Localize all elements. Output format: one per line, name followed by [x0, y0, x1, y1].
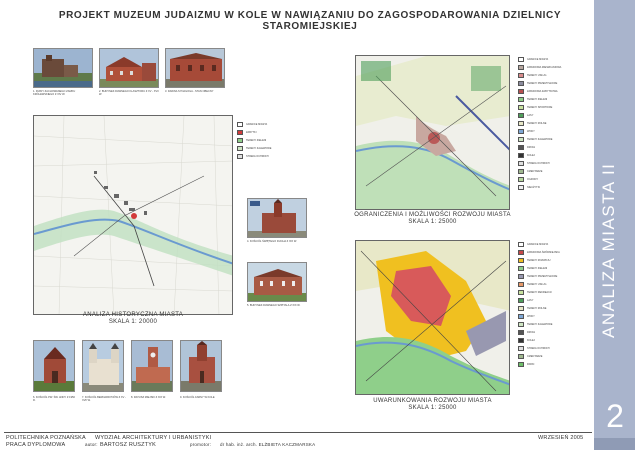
legend-item — [518, 159, 561, 167]
footer-university: POLITECHNIKA POZNAŃSKA — [6, 435, 86, 441]
legend-label: TERENY ROZWOJU — [527, 258, 551, 262]
legend-swatch — [518, 298, 524, 303]
photo-castle-ruins — [33, 48, 93, 88]
legend-swatch — [518, 258, 524, 263]
legend-swatch — [518, 338, 524, 343]
legend-item — [518, 256, 560, 264]
legend-label: KOLEJ — [527, 153, 535, 157]
legend-label: OGRODY — [527, 177, 539, 181]
legend-swatch — [518, 169, 524, 174]
legend-swatch — [518, 121, 524, 126]
photo-bernardine-church — [82, 340, 124, 392]
legend-label: CMENTARZE — [527, 169, 543, 173]
legend-item — [237, 128, 271, 136]
legend-label: TERENY USŁUG — [527, 282, 547, 286]
photo-town-hall — [131, 340, 173, 392]
photo-caption-8: 8. RATUSZ MIEJSKI Z XIX W. — [131, 396, 166, 399]
legend-label: KOLEJ — [527, 338, 535, 342]
photo-synagogue — [165, 48, 225, 88]
legend-historical — [237, 120, 271, 160]
legend-item — [518, 119, 561, 127]
legend-swatch — [237, 154, 243, 159]
legend-label: TERENY ROLNE — [527, 306, 547, 310]
legend-swatch — [518, 57, 524, 62]
legend-label: STREFA OCHRONY — [246, 154, 270, 158]
legend-swatch — [518, 65, 524, 70]
map-constraints-scale: SKALA 1: 25000 — [408, 219, 457, 225]
legend-item — [518, 175, 561, 183]
legend-swatch — [518, 113, 524, 118]
map-conditions-title: UWARUNKOWANIA ROZWOJU MIASTA — [373, 398, 492, 404]
map-conditions-caption — [340, 398, 525, 412]
legend-swatch — [518, 185, 524, 190]
photo-hospital — [247, 262, 307, 302]
legend-swatch — [518, 161, 524, 166]
legend-label: NIEUŻYTKI — [527, 185, 541, 189]
photo-caption-7: 7. KOŚCIÓŁ BERNARDYNÓW Z XV - XVII W. — [82, 396, 126, 403]
legend-item — [518, 87, 561, 95]
legend-conditions — [518, 240, 560, 368]
photo-caption-6: 6. KOŚCIÓŁ PW. ŚW. ANNY Z 1950 R. — [33, 396, 75, 403]
legend-label: TERENY ROLNE — [527, 121, 547, 125]
legend-swatch — [518, 129, 524, 134]
map-conditions — [355, 240, 510, 395]
legend-swatch — [237, 146, 243, 151]
legend-swatch — [518, 137, 524, 142]
legend-label: ZABUDOWA MIESZKANIOWA — [527, 65, 562, 69]
map-constraints-caption — [340, 212, 525, 226]
map-constraints — [355, 55, 510, 210]
legend-label: STREFA OCHRONY — [527, 161, 551, 165]
legend-item — [518, 264, 560, 272]
legend-item — [518, 344, 560, 352]
legend-label: WODY — [527, 129, 535, 133]
legend-swatch — [518, 354, 524, 359]
legend-swatch — [518, 282, 524, 287]
legend-swatch — [518, 242, 524, 247]
legend-swatch — [518, 330, 524, 335]
photo-caption-1: 1. RUINY ZACHOWANEGO ZAMKU KRÓLEWSKIEGO Z XIV W. — [33, 90, 76, 97]
legend-item — [518, 127, 561, 135]
photo-caption-2: 2. BUDYNEK DAWNEGO KLASZTORU Z XV - XVII W. — [99, 90, 159, 97]
legend-swatch — [237, 130, 243, 135]
legend-swatch — [518, 314, 524, 319]
legend-label: STREFA OCHRONY — [527, 346, 551, 350]
page-title: PROJEKT MUZEUM JUDAIZMU W KOLE W NAWIĄZANIU DO ZAGOSPODAROWANIA DZIELNICY STAROMIEJSKIEJ — [58, 10, 562, 32]
photo-monastery — [99, 48, 159, 88]
legend-label: GRANICE MIASTA — [527, 57, 549, 61]
footer-date: WRZESIEŃ 2005 — [538, 435, 584, 441]
legend-item — [518, 352, 560, 360]
legend-label: PARKI — [527, 362, 535, 366]
photo-caption-5: 5. BUDYNEK DAWNEGO SZPITALA Z XIX W. — [247, 304, 301, 307]
legend-label: TERENY USŁUG — [527, 73, 547, 77]
legend-item — [518, 71, 561, 79]
legend-item — [518, 63, 561, 71]
legend-label: LASY — [527, 298, 534, 302]
legend-item — [237, 144, 271, 152]
map-conditions-scale: SKALA 1: 25000 — [408, 405, 457, 411]
legend-label: TERENY ZIELENI — [246, 138, 267, 142]
legend-item — [518, 143, 561, 151]
legend-swatch — [518, 274, 524, 279]
photo-caption-3: 3. DAWNA SYNAGOGA - STAN OBECNY — [165, 90, 214, 93]
legend-label: TERENY PRZEMYSŁOWE — [527, 274, 558, 278]
map-historical-caption — [33, 312, 233, 326]
photo-caption-4: 4. KOŚCIÓŁ ŚWIĘTEGO DUCHA Z XIX W. — [247, 240, 297, 243]
side-band-footer — [594, 438, 635, 450]
legend-item — [518, 79, 561, 87]
legend-swatch — [518, 290, 524, 295]
legend-item — [237, 152, 271, 160]
legend-item — [518, 272, 560, 280]
legend-item — [518, 55, 561, 63]
legend-item — [518, 328, 560, 336]
map-historical-scale: SKALA 1: 20000 — [108, 319, 158, 325]
legend-swatch — [518, 177, 524, 182]
footer-thesis: PRACA DYPLOMOWA — [6, 442, 66, 448]
legend-label: ZABUDOWA ŚRÓDMIEJSKA — [527, 250, 560, 254]
legend-item — [518, 320, 560, 328]
legend-item — [518, 240, 560, 248]
photo-church-holy-spirit — [247, 198, 307, 238]
legend-swatch — [518, 153, 524, 158]
footer-author: BARTOSZ RUSZTYK — [100, 442, 156, 448]
legend-item — [518, 103, 561, 111]
legend-swatch — [518, 81, 524, 86]
legend-item — [518, 111, 561, 119]
photo-parish-church — [180, 340, 222, 392]
legend-swatch — [518, 266, 524, 271]
legend-label: TERENY ZALEWOWE — [527, 137, 553, 141]
legend-swatch — [237, 122, 243, 127]
legend-label: TERENY PRZEMYSŁOWE — [527, 81, 558, 85]
legend-label: LASY — [527, 113, 534, 117]
legend-label: DROGI — [527, 330, 536, 334]
legend-swatch — [518, 89, 524, 94]
legend-swatch — [518, 73, 524, 78]
legend-label: DROGI — [527, 145, 536, 149]
footer-promoter: dr hab. inż. arch. ELŻBIETA KACZMARSKA — [220, 442, 316, 447]
legend-item — [237, 136, 271, 144]
legend-label: TERENY ZIELENI — [527, 97, 548, 101]
legend-constraints — [518, 55, 561, 191]
legend-label: WODY — [527, 314, 535, 318]
legend-item — [518, 183, 561, 191]
legend-item — [518, 280, 560, 288]
legend-item — [518, 151, 561, 159]
footer-divider — [4, 432, 592, 433]
legend-swatch — [518, 105, 524, 110]
legend-swatch — [518, 97, 524, 102]
legend-label: GRANICE MIASTA — [246, 122, 268, 126]
legend-item — [518, 288, 560, 296]
legend-label: TERENY ZIELENI — [527, 266, 548, 270]
map-historical-title: ANALIZA HISTORYCZNA MIASTA — [82, 312, 184, 318]
legend-label: TERENY ZALEWOWE — [527, 322, 553, 326]
legend-item — [518, 360, 560, 368]
footer-author-label: autor: — [85, 442, 98, 447]
legend-swatch — [518, 145, 524, 150]
legend-item — [518, 248, 560, 256]
legend-item — [518, 312, 560, 320]
legend-label: ZABYTKI — [246, 130, 257, 134]
legend-swatch — [518, 306, 524, 311]
legend-label: ZABUDOWA ZABYTKOWA — [527, 89, 558, 93]
legend-item — [518, 296, 560, 304]
legend-item — [518, 135, 561, 143]
legend-swatch — [518, 362, 524, 367]
side-title: ANALIZA MIASTA II — [599, 162, 618, 338]
legend-item — [237, 120, 271, 128]
legend-item — [518, 167, 561, 175]
legend-swatch — [518, 250, 524, 255]
sheet-number: 2 — [606, 398, 624, 434]
legend-swatch — [518, 346, 524, 351]
legend-swatch — [237, 138, 243, 143]
legend-item — [518, 95, 561, 103]
legend-item — [518, 336, 560, 344]
map-historical — [33, 115, 233, 315]
legend-label: TERENY SPORTOWE — [527, 105, 553, 109]
legend-label: GRANICE MIASTA — [527, 242, 549, 246]
photo-caption-9: 9. KOŚCIÓŁ FARNY W KOLE — [180, 396, 215, 399]
legend-label: CMENTARZE — [527, 354, 543, 358]
footer-promoter-label: promotor: — [190, 442, 212, 447]
legend-label: TERENY ZALEWOWE — [246, 146, 272, 150]
legend-item — [518, 304, 560, 312]
map-constraints-title: OGRANICZENIA I MOŻLIWOŚCI ROZWOJU MIASTA — [354, 212, 511, 218]
legend-label: TERENY REKREACJI — [527, 290, 552, 294]
photo-church-st-anne — [33, 340, 75, 392]
footer-faculty: WYDZIAŁ ARCHITEKTURY I URBANISTYKI — [95, 435, 212, 441]
legend-swatch — [518, 322, 524, 327]
